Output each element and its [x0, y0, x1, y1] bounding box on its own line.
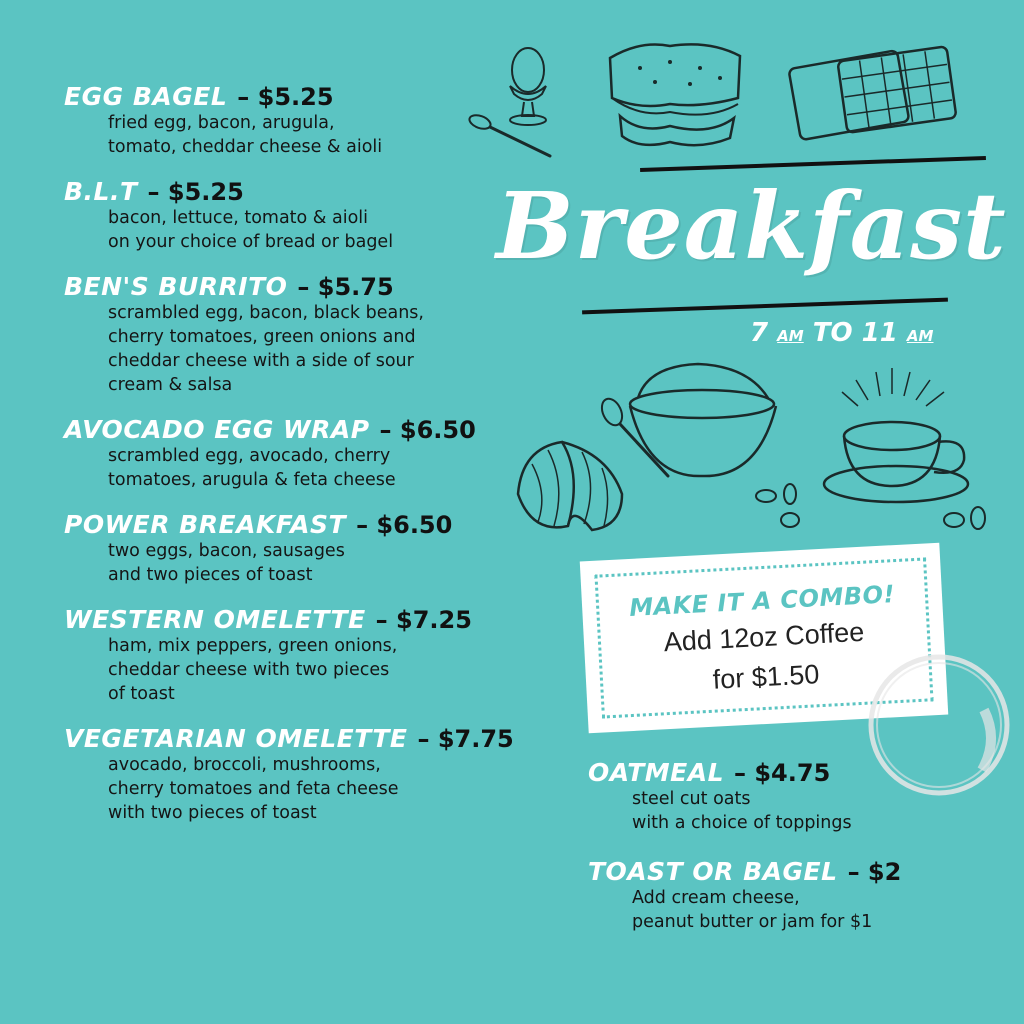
item-description: scrambled egg, bacon, black beans, cherry tomatoes, green onions and cheddar cheese with a side of sour cream & salsa	[108, 303, 424, 395]
menu-item-toast-or-bagel	[588, 857, 1008, 934]
spoon-icon	[466, 112, 556, 162]
item-price: – $7.75	[417, 725, 514, 753]
menu-item-bens-burrito	[64, 272, 534, 397]
item-description: avocado, broccoli, mushrooms, cherry tomatoes and feta cheese with two pieces of toast	[108, 755, 399, 823]
sandwich-icon	[600, 38, 750, 153]
item-description: bacon, lettuce, tomato & aioli on your choice of bread or bagel	[108, 208, 394, 252]
hours-to: 11	[861, 318, 898, 348]
hours-from-ampm: AM	[777, 327, 804, 345]
item-name: TOAST OR BAGEL	[588, 857, 838, 886]
item-name: WESTERN OMELETTE	[64, 605, 366, 634]
title-bottom-rule	[582, 298, 948, 315]
item-description: scrambled egg, avocado, cherry tomatoes, arugula & feta cheese	[108, 446, 396, 490]
menu-item-blt	[64, 177, 534, 254]
item-price: – $4.75	[734, 759, 831, 787]
menu-item-avocado-egg-wrap	[64, 415, 534, 492]
menu-item-vegetarian-omelette	[64, 724, 534, 825]
hours-to-word: TO	[812, 318, 853, 348]
combo-line-2: for $1.50	[712, 659, 821, 695]
page-title: Breakfast	[496, 172, 1007, 280]
item-name: POWER BREAKFAST	[64, 510, 347, 539]
item-name: BEN'S BURRITO	[64, 272, 288, 301]
serving-hours	[750, 318, 933, 348]
item-description: two eggs, bacon, sausages and two pieces of toast	[108, 541, 345, 585]
item-price: – $5.25	[147, 178, 244, 206]
menu-item-power-breakfast	[64, 510, 534, 587]
title-top-rule	[640, 156, 986, 172]
item-name: EGG BAGEL	[64, 82, 228, 111]
item-description: steel cut oats with a choice of toppings	[632, 789, 852, 833]
combo-line-1: Add 12oz Coffee	[662, 616, 865, 658]
item-description: fried egg, bacon, arugula, tomato, cheddar cheese & aioli	[108, 113, 383, 157]
hours-from: 7	[750, 318, 769, 348]
item-name: AVOCADO EGG WRAP	[64, 415, 370, 444]
menu-item-egg-bagel	[64, 82, 534, 159]
menu-item-western-omelette	[64, 605, 534, 706]
menu-item-oatmeal	[588, 758, 1008, 835]
item-price: – $6.50	[379, 416, 476, 444]
item-description: Add cream cheese, peanut butter or jam for $1	[632, 888, 873, 932]
item-name: B.L.T	[64, 177, 138, 206]
hours-to-ampm: AM	[906, 327, 934, 345]
menu-left-column	[64, 82, 534, 843]
coffee-beans-icon	[748, 480, 998, 550]
combo-title: MAKE IT A COMBO!	[628, 580, 896, 622]
waffles-icon	[784, 40, 964, 150]
item-price: – $6.50	[356, 511, 453, 539]
croissant-icon	[512, 434, 632, 544]
item-description: ham, mix peppers, green onions, cheddar cheese with two pieces of toast	[108, 636, 398, 704]
item-price: – $2	[847, 858, 902, 886]
item-price: – $5.75	[297, 273, 394, 301]
item-name: OATMEAL	[588, 758, 724, 787]
item-price: – $5.25	[237, 83, 334, 111]
item-price: – $7.25	[375, 606, 472, 634]
menu-right-column	[588, 758, 1008, 952]
item-name: VEGETARIAN OMELETTE	[64, 724, 408, 753]
